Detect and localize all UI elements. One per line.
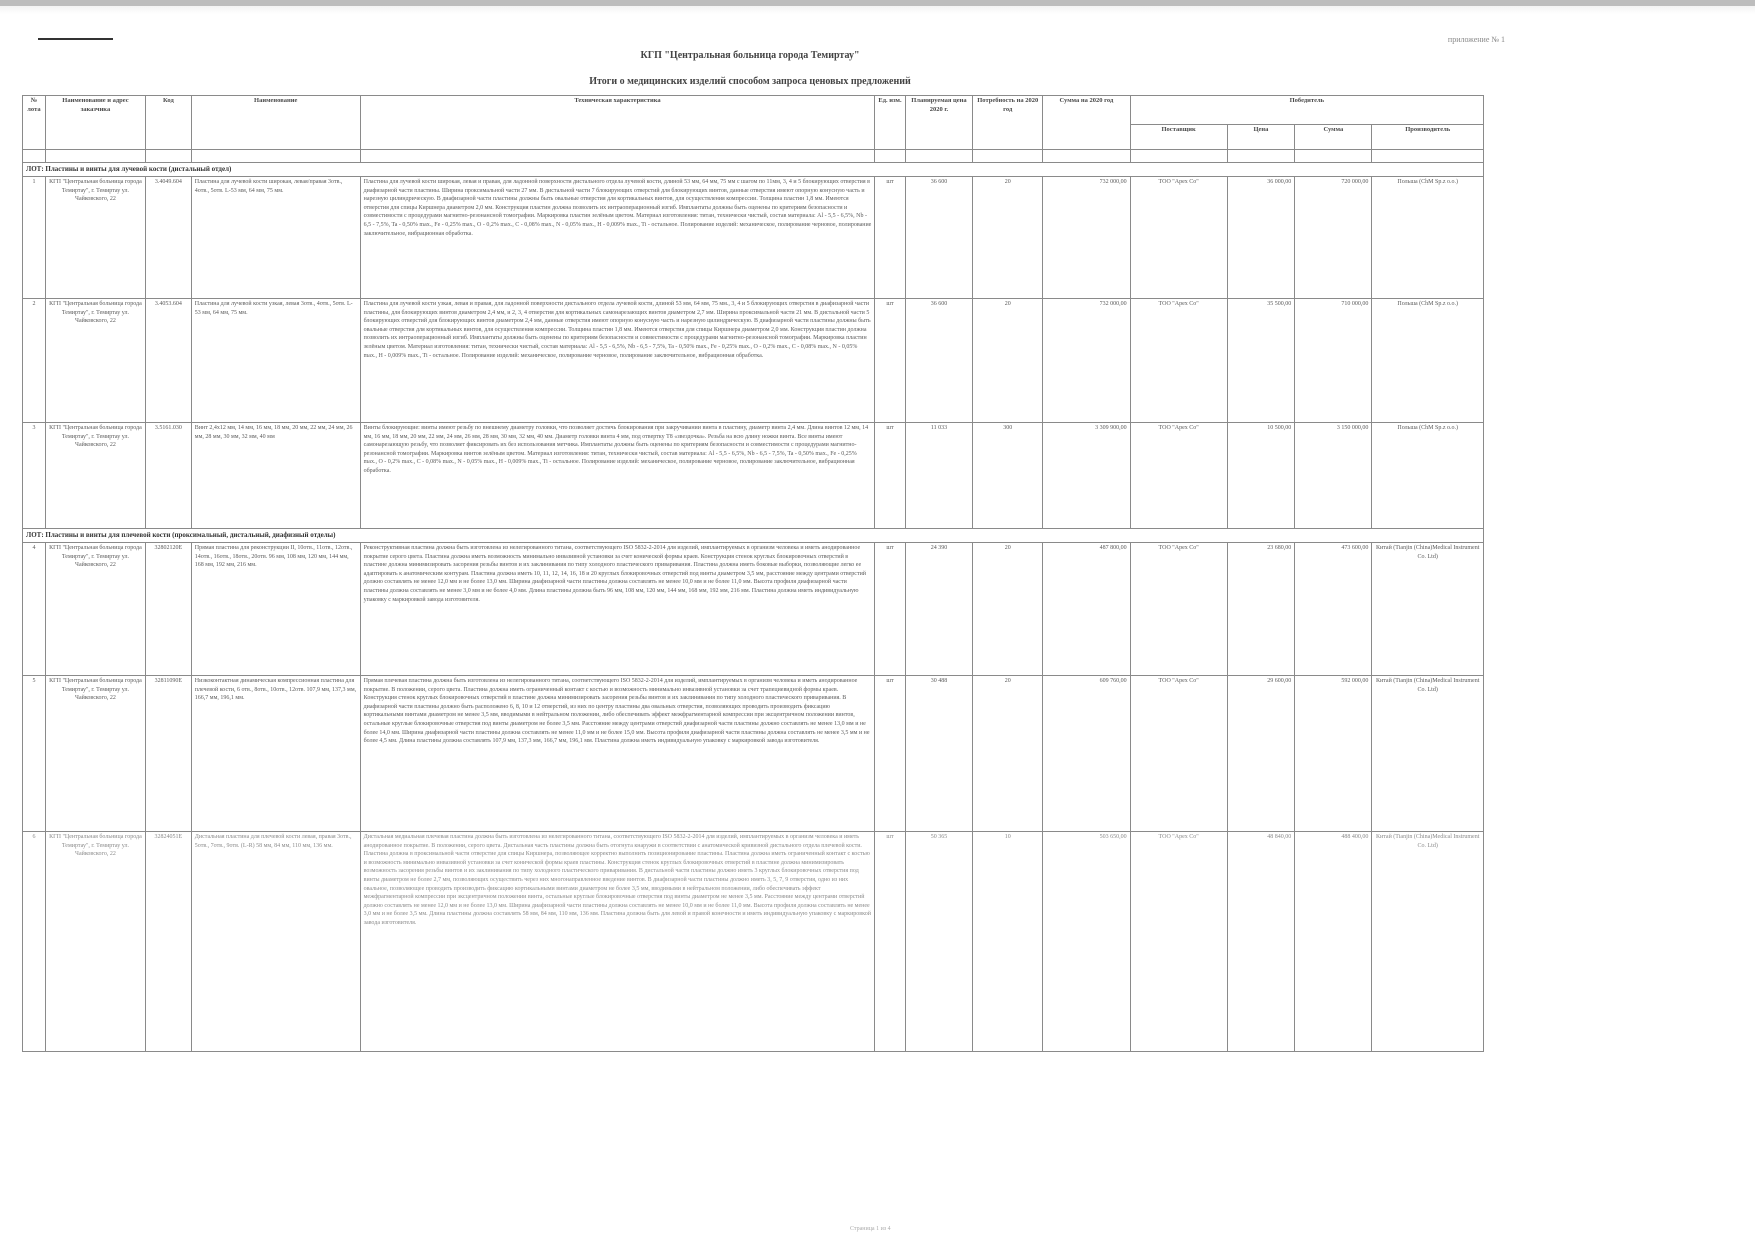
document-subtitle: Итоги о медицинских изделий способом запроса ценовых предложений bbox=[589, 76, 911, 87]
code-cell: 3.4049.604 bbox=[145, 177, 191, 299]
price-cell: 24 390 bbox=[905, 543, 973, 676]
price-cell: 36 600 bbox=[905, 299, 973, 423]
winner-price-cell: 10 500,00 bbox=[1227, 423, 1295, 529]
code-cell: 32802120E bbox=[145, 543, 191, 676]
price-cell: 11 033 bbox=[905, 423, 973, 529]
table-row bbox=[23, 676, 1484, 832]
table-row bbox=[23, 177, 1484, 299]
lot-number: 5 bbox=[23, 676, 46, 832]
price-cell: 36 600 bbox=[905, 177, 973, 299]
supplier-cell: ТОО "Apex Co" bbox=[1130, 832, 1227, 1052]
manufacturer-cell: Польша (ChM Sp.z o.o.) bbox=[1372, 299, 1484, 423]
name-cell: Дистальная пластина для плечевой кости левая, правая 3отв., 5отв., 7отв., 9отв. (L-R) 58 мм, 84 мм, 110 мм, 136 мм. bbox=[191, 832, 360, 1052]
section-row-humerus bbox=[23, 529, 1484, 543]
spacer-row bbox=[23, 150, 1484, 163]
col-header-qty: Потребность на 2020 год bbox=[973, 96, 1043, 150]
col-header-num: № лота bbox=[23, 96, 46, 150]
manufacturer-cell: Польша (ChM Sp.z o.o.) bbox=[1372, 177, 1484, 299]
sum-cell: 3 309 900,00 bbox=[1043, 423, 1131, 529]
code-cell: 3.4053.604 bbox=[145, 299, 191, 423]
price-cell: 30 488 bbox=[905, 676, 973, 832]
col-header-price: Планируемая цена 2020 г. bbox=[905, 96, 973, 150]
col-header-winner-price: Цена bbox=[1227, 125, 1295, 150]
spec-cell: Винты блокирующие: винты имеют резьбу по внешнему диаметру головки, что позволяет достичь блокирования при закручивании винта в пластину, диаметр винта 2,4 мм. Длина винтов 12 мм, 14 мм, 16 мм, 18 мм, 20 мм, 22 мм, 24 мм, 26 мм, 28 мм, 30 мм, 32 мм, 40 мм. Диаметр головки винта 4 мм, под отвертку T8 «звездочка». Резьба на всю длину ножки винта. Все винты имеют самонарезающую резьбу, что позволяет фиксировать их без использования метчика. Имплантаты должны быть оценены по критериям безопасности и совместимости с процедурами магнитно-резонансной томографии. Маркировка винтов зелёным цветом. Материал изготовления: титан, технически чистый, состав материала: Al - 5,5 - 6,5%, Nb - 6,5 - 7,5%, Ta - 0,50% max., Fe - 0,25% max., O - 0,2% max., C - 0,08% max., N - 0,05% max., H - 0,009% max., Ti - остальное. Полирование изделий: механическое, полирование черновое, полирование заключительное, вибрационная обработка. bbox=[360, 423, 875, 529]
spec-cell: Пластина для лучевой кости широкая, левая и правая, для ладонной поверхности дистального отдела лучевой кости, длиной 53 мм, 64 мм, 75 мм с шагом по 11мм, 3, 4 и 5 блокирующих отверстия в диафизарной части пластины. Ширина проксимальной части 27 мм. В дистальной части 7 блокирующих отверстий для блокирующих винтов, данные отверстия имеют опорную конусную часть и нарезную цилиндрическую. В диафизарной части пластины должны быть овальные отверстия для кортикальных винтов, для осуществления компрессии. Толщина пластин 1,8 мм. Имеются отверстия для спицы Киршнера диаметром 2,0 мм. Конструкция пластин должна позволить их интраоперационный изгиб. Имплантаты должны быть оценены по критериям безопасности и совместимости с процедурами магнитно-резонансной томографии. Маркировка пластин зелёным цветом. Материал изготовления: титан, технически чистый, состав материала: Al - 5,5 - 6,5%, Nb - 6,5 - 7,5%, Ta - 0,50% max., Fe - 0,25% max., O - 0,2% max., C - 0,08% max., N - 0,05% max., H - 0,009% max., Ti - остальное. Полирование изделий: механическое, полирование черновое, полирование заключительное, вибрационная обработка. bbox=[360, 177, 875, 299]
winner-price-cell: 23 680,00 bbox=[1227, 543, 1295, 676]
winner-sum-cell: 3 150 000,00 bbox=[1295, 423, 1372, 529]
winner-sum-cell: 473 600,00 bbox=[1295, 543, 1372, 676]
col-header-spec: Техническая характеристика bbox=[360, 96, 875, 150]
winner-sum-cell: 488 400,00 bbox=[1295, 832, 1372, 1052]
sum-cell: 503 650,00 bbox=[1043, 832, 1131, 1052]
section-title: ЛОТ: Пластины и винты для плечевой кости (проксимальный, дистальный, диафизный отделы) bbox=[23, 529, 1484, 543]
pen-mark bbox=[38, 38, 113, 40]
manufacturer-cell: Китай (Tianjin (China)Medical Instrument Co. Ltd) bbox=[1372, 676, 1484, 832]
name-cell: Пластина для лучевой кости узкая, левая 3отв., 4отв., 5отв. L-53 мм, 64 мм, 75 мм. bbox=[191, 299, 360, 423]
col-header-sum: Сумма на 2020 год bbox=[1043, 96, 1131, 150]
table-header-row bbox=[23, 96, 1484, 125]
supplier-cell: ТОО "Apex Co" bbox=[1130, 177, 1227, 299]
code-cell: 32811090E bbox=[145, 676, 191, 832]
customer-cell: КГП "Центральная больница города Темиртау", г. Темиртау ул. Чайковского, 22 bbox=[45, 299, 145, 423]
supplier-cell: ТОО "Apex Co" bbox=[1130, 676, 1227, 832]
col-header-name: Наименование bbox=[191, 96, 360, 150]
price-cell: 50 365 bbox=[905, 832, 973, 1052]
col-header-code: Код bbox=[145, 96, 191, 150]
supplier-cell: ТОО "Apex Co" bbox=[1130, 543, 1227, 676]
section-row-radius bbox=[23, 163, 1484, 177]
winner-sum-cell: 720 000,00 bbox=[1295, 177, 1372, 299]
sum-cell: 732 000,00 bbox=[1043, 299, 1131, 423]
appendix-label: приложение № 1 bbox=[1447, 35, 1505, 44]
table-row bbox=[23, 832, 1484, 1052]
unit-cell: шт bbox=[875, 177, 905, 299]
col-header-winner-sum: Сумма bbox=[1295, 125, 1372, 150]
name-cell: Прямая пластина для реконструкции II, 10отв., 11отв., 12отв., 14отв., 16отв., 18отв., 20отв. 96 мм, 108 мм, 120 мм, 144 мм, 168 мм, 192 мм, 216 мм. bbox=[191, 543, 360, 676]
customer-cell: КГП "Центральная больница города Темиртау", г. Темиртау ул. Чайковского, 22 bbox=[45, 832, 145, 1052]
qty-cell: 10 bbox=[973, 832, 1043, 1052]
col-header-unit: Ед. изм. bbox=[875, 96, 905, 150]
results-table bbox=[22, 95, 1484, 1052]
supplier-cell: ТОО "Apex Co" bbox=[1130, 423, 1227, 529]
spec-cell: Дистальная медиальная плечевая пластина должна быть изготовлена из нелегированного титана, соответствующего ISO 5832-2-2014 для изделий, имплантируемых в организм человека и иметь анодированное покрытие. В положении, серого цвета. Дистальная часть пластины должна быть отогнута кнаружи в соответствии с анатомической кривизной дистального отдела плечевой кости. Пластина должна в проксимальной части отверстие для спицы Киршнера, позволяющее корректно выполнить позиционирование пластины. Пластина должна иметь ограниченный контакт с костью и возможность минимально инвазивной установки за счет конической формы краев пластины. Конструкция стенок круглых блокировочных отверстий в пластине должна минимизировать возможность засорения резьбы винтов и их заклинивания по типу холодного пластического приваривания. В дистальной части пластины должно иметь 3 круглых блокировочных отверстия под винты диаметром не более 2,7 мм, позволяющих осуществить через них многонаправленное введение винтов. В диафизарной части пластины должно иметь 3, 5, 7, 9 отверстия, одно из них овальное, позволяющее проводить производить фиксацию кортикальными винтами диаметром не более 3,5 мм, вводимыми в нейтральном положении, либо обеспечивать эффект межфрагментарной компрессии при эксцентричном положении винта, остальные круглые блокировочные отверстия под винты диаметром не менее 3,5 мм. Расстояние между центрами отверстий должно составлять не менее 12,0 мм и не более 13,0 мм. Ширина диафизарной части пластины должна составлять не менее 10,0 мм и не более 11,0 мм. Высота профиля должна составлять не менее 3,0 мм и не более 3,5 мм. Длина пластины должна составлять 58 мм, 84 мм, 110 мм, 136 мм. Пластина должна быть для левой и правой конечности и иметь индивидуальную упаковку с маркировкой завода изготовителя. bbox=[360, 832, 875, 1052]
spec-cell: Прямая плечевая пластина должна быть изготовлена из нелегированного титана, соответствующего ISO 5832-2-2014 для изделий, имплантируемых в организм человека и иметь анодированное покрытие. В положении, серого цвета. Пластина должна иметь ограниченный контакт с костью и возможность минимально инвазивной установки за счет трапециевидной формы краев. Конструкция стенок круглых блокировочных отверстий в пластине должна минимизировать засорения резьбы винтов и их заклинивания по типу холодного пластического приваривания. В диафизарной части пластины должно быть расположено 6, 8, 10 и 12 отверстий, из них по центру пластины два овальных отверстия, позволяющих проводить производить фиксацию кортикальными винтами диаметром не менее 3,5 мм, вводимыми в нейтральном положении, либо обеспечивать эффект межфрагментарной компрессии при эксцентричном положении винтов, остальные круглые блокировочные отверстия под винты диаметром не более 3,5 мм. Расстояние между центрами отверстий диафизарной части пластины должно составлять не менее 13,0 мм и не более 14,0 мм. Ширина диафизарной части пластины должна составлять не менее 11,0 мм и не более 15,0 мм. Высота профиля диафизарной части пластины должна составлять не менее 3,5 мм и не более 4,5 мм. Длина пластины должна составлять 107,9 мм, 137,3 мм, 166,7 мм, 196,1 мм. Пластина должна иметь индивидуальную упаковку с маркировкой завода изготовителя. bbox=[360, 676, 875, 832]
unit-cell: шт bbox=[875, 676, 905, 832]
page-footer: Страница 1 из 4 bbox=[850, 1226, 891, 1232]
code-cell: 32824051E bbox=[145, 832, 191, 1052]
spec-cell: Пластина для лучевой кости узкая, левая и правая, для ладонной поверхности дистального отдела лучевой кости, длиной 53 мм, 64 мм, 75 мм., 3, 4 и 5 блокирующих отверстия в диафизарной части пластины, для блокирующих винтов диаметром 2,4 мм, и 2, 3, 4 отверстия для кортикальных самонарезающих винтов диаметром 2,7 мм. Ширина проксимальной части 21 мм. В дистальной части 5 блокирующих отверстий для блокирующих винтов диаметром 2,4 мм, данные отверстия имеют опорную конусную часть и нарезную цилиндрическую. В диафизарной части пластины должны быть овальные отверстия для кортикальных винтов, для осуществления компрессии. Толщина пластин 1,8 мм. Имеются отверстия для спицы Киршнера диаметром 2,0 мм. Конструкция пластин должна позволить их интраоперационный изгиб. Имплантаты должны быть оценены по критериям безопасности и совместимости с процедурами магнитно-резонансной томографии. Маркировка пластин зелёным цветом. Материал изготовления: титан, технически чистый, состав материала: Al - 5,5 - 6,5%, Nb - 6,5 - 7,5%, Ta - 0,50% max., Fe - 0,25% max., O - 0,2% max., C - 0,08% max., N - 0,05% max., H - 0,009% max., Ti - остальное. Полирование изделий: механическое, полирование черновое, полирование заключительное, вибрационная обработка. bbox=[360, 299, 875, 423]
sum-cell: 732 000,00 bbox=[1043, 177, 1131, 299]
qty-cell: 20 bbox=[973, 676, 1043, 832]
col-header-winner: Победитель bbox=[1130, 96, 1483, 125]
unit-cell: шт bbox=[875, 832, 905, 1052]
lot-number: 3 bbox=[23, 423, 46, 529]
name-cell: Винт 2,4x12 мм, 14 мм, 16 мм, 18 мм, 20 мм, 22 мм, 24 мм, 26 мм, 28 мм, 30 мм, 32 мм, 40 мм bbox=[191, 423, 360, 529]
customer-cell: КГП "Центральная больница города Темиртау", г. Темиртау ул. Чайковского, 22 bbox=[45, 423, 145, 529]
unit-cell: шт bbox=[875, 543, 905, 676]
winner-price-cell: 29 600,00 bbox=[1227, 676, 1295, 832]
manufacturer-cell: Китай (Tianjin (China)Medical Instrument Co. Ltd) bbox=[1372, 543, 1484, 676]
name-cell: Низкоконтактная динамическая компрессионная пластина для плечевой кости, 6 отв., 8отв., 10отв., 12отв. 107,9 мм, 137,3 мм, 166,7 мм, 196,1 мм. bbox=[191, 676, 360, 832]
spec-cell: Реконструктивная пластина должна быть изготовлена из нелегированного титана, соответствующего ISO 5832-2-2014 для изделий, имплантируемых в организм человека и иметь анодированное покрытие серого цвета. Пластина должна иметь возможность минимально инвазивной установки за счет конической формы краев. Конструкция стенок круглых блокировочных отверстий в пластине должна минимизировать засорения резьбы винтов и их заклинивания по типу холодного пластического приваривания. Пластина должна иметь боковые выборки, позволяющие легко ее адаптировать к анатомическим контурам. Пластина должна иметь 10, 11, 12, 14, 16, 18 и 20 круглых блокировочных отверстий под винты диаметром 3,5 мм, расстояние между центрами отверстий должно составлять не менее 12,0 мм и не более 13,0 мм. Ширина диафизарной части пластины должна составлять не менее 10,0 мм и не более 11,0 мм. Высота профиля диафизарной части пластины должна составлять не менее 3,0 мм и не более 4,0 мм. Длина пластины должна быть 96 мм, 108 мм, 120 мм, 144 мм, 168 мм, 192 мм, 216 мм. Пластина должна иметь индивидуальную упаковку с маркировкой завода изготовителя. bbox=[360, 543, 875, 676]
customer-cell: КГП "Центральная больница города Темиртау", г. Темиртау ул. Чайковского, 22 bbox=[45, 177, 145, 299]
col-header-supplier: Поставщик bbox=[1130, 125, 1227, 150]
lot-number: 1 bbox=[23, 177, 46, 299]
lot-number: 4 bbox=[23, 543, 46, 676]
customer-cell: КГП "Центральная больница города Темиртау", г. Темиртау ул. Чайковского, 22 bbox=[45, 543, 145, 676]
winner-sum-cell: 710 000,00 bbox=[1295, 299, 1372, 423]
qty-cell: 20 bbox=[973, 543, 1043, 676]
qty-cell: 20 bbox=[973, 177, 1043, 299]
table-row bbox=[23, 299, 1484, 423]
manufacturer-cell: Польша (ChM Sp.z o.o.) bbox=[1372, 423, 1484, 529]
section-title: ЛОТ: Пластины и винты для лучевой кости (дистальный отдел) bbox=[23, 163, 1484, 177]
unit-cell: шт bbox=[875, 299, 905, 423]
sum-cell: 487 800,00 bbox=[1043, 543, 1131, 676]
winner-sum-cell: 592 000,00 bbox=[1295, 676, 1372, 832]
table-row bbox=[23, 423, 1484, 529]
code-cell: 3.5161.030 bbox=[145, 423, 191, 529]
unit-cell: шт bbox=[875, 423, 905, 529]
table-row bbox=[23, 543, 1484, 676]
manufacturer-cell: Китай (Tianjin (China)Medical Instrument Co. Ltd) bbox=[1372, 832, 1484, 1052]
qty-cell: 300 bbox=[973, 423, 1043, 529]
name-cell: Пластина для лучевой кости широкая, левая/правая 3отв., 4отв., 5отв. L-53 мм, 64 мм, 75 мм. bbox=[191, 177, 360, 299]
lot-number: 6 bbox=[23, 832, 46, 1052]
organization-title: КГП "Центральная больница города Темиртау" bbox=[640, 50, 860, 61]
col-header-manufacturer: Производитель bbox=[1372, 125, 1484, 150]
winner-price-cell: 36 000,00 bbox=[1227, 177, 1295, 299]
customer-cell: КГП "Центральная больница города Темиртау", г. Темиртау ул. Чайковского, 22 bbox=[45, 676, 145, 832]
lot-number: 2 bbox=[23, 299, 46, 423]
winner-price-cell: 48 840,00 bbox=[1227, 832, 1295, 1052]
winner-price-cell: 35 500,00 bbox=[1227, 299, 1295, 423]
sum-cell: 609 760,00 bbox=[1043, 676, 1131, 832]
col-header-customer: Наименование и адрес заказчика bbox=[45, 96, 145, 150]
scan-edge bbox=[0, 0, 1755, 6]
supplier-cell: ТОО "Apex Co" bbox=[1130, 299, 1227, 423]
qty-cell: 20 bbox=[973, 299, 1043, 423]
